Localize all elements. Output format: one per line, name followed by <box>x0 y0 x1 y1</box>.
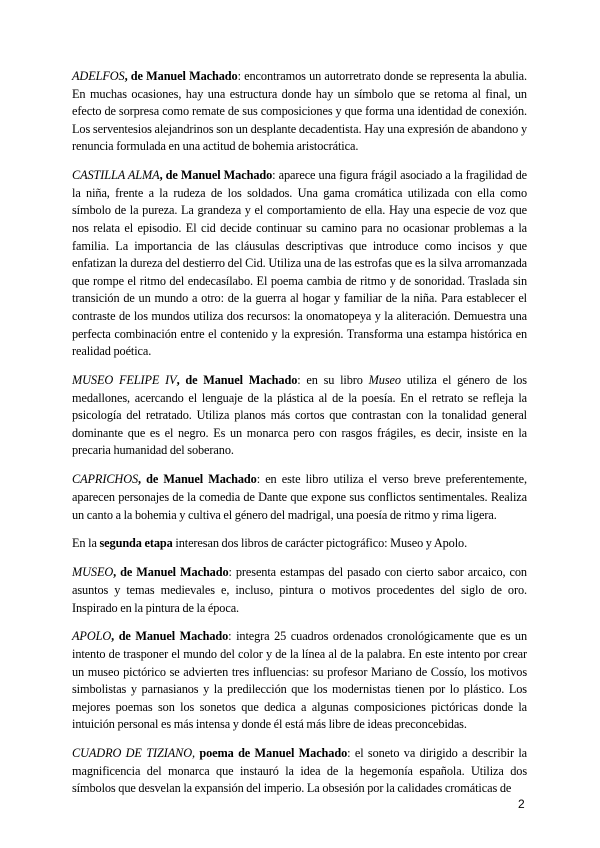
paragraph-caprichos <box>72 471 527 524</box>
author-credit: poema de Manuel Machado <box>194 746 348 761</box>
author-credit: , de Manuel Machado <box>159 168 273 183</box>
work-title: CAPRICHOS <box>72 472 139 487</box>
paragraph-text: : aparece una figura frágil asociado a la fragilidad de la niña, frente a la rudeza de los soldados. Una gama cromática utilizada con ella como símbolo de la pureza. La grandeza y el comportamiento de ella. Hay una especie de voz que nos relata el episodio. El cid decide continuar su camino para no ocasionar problemas a la familia. La importancia de las cláusulas descriptivas que introduce como incisos y que enfatizan la dureza del destierro del Cid. Utiliza una de las estrofas que es la silva arromanzada que rompe el ritmo del endecasílabo. El poema cambia de ritmo y de sonoridad. Traslada sin transición de un mundo a otro: de la guerra al hogar y familiar de la niña. Para establecer el contraste de los mundos utiliza dos recursos: la onomatopeya y la aliteración. Demuestra una perfecta combinación entre el contenido y la expresión. Transforma una estampa histórica en realidad poética. <box>72 168 527 359</box>
author-credit: , de Manuel Machado <box>111 629 229 644</box>
paragraph-museo-felipe-iv <box>72 372 527 460</box>
paragraph-adelfos <box>72 68 527 156</box>
paragraph-text: utiliza el género de los medallones, acercando el lenguaje de la plástica al de la poesía. En el retrato se refleja la psicología del retratado. Utiliza planos más cortos que contrastan con la tonalidad general dominante que es el negro. Es un monarca pero con rasgos frágiles, es decir, insiste en la precaria humanidad del soberano. <box>72 373 527 458</box>
work-title: APOLO <box>72 629 112 644</box>
document-page <box>72 68 527 809</box>
book-title-italic: Museo <box>368 373 401 388</box>
work-title: ADELFOS <box>72 69 125 83</box>
paragraph-cuadro-de-tiziano <box>72 745 527 798</box>
paragraph-museo <box>72 564 527 617</box>
paragraph-segunda-etapa <box>72 535 527 553</box>
paragraph-apolo <box>72 628 527 734</box>
paragraph-text: : el soneto va dirigido a describir la magnificencia del monarca que instauró la idea de la hegemonía española. Utiliza dos símbolos que desvelan la expansión del imperio. La obsesión por la calidades cromáticas de <box>72 746 528 796</box>
stage-label-bold: segunda etapa <box>99 536 173 551</box>
author-credit: , de Manuel Machado <box>176 373 298 388</box>
paragraph-castilla-alma <box>72 167 527 361</box>
author-credit: , de Manuel Machado <box>113 565 229 580</box>
paragraph-text: interesan dos libros de carácter pictográfico: Museo y Apolo. <box>172 536 468 551</box>
paragraph-text: : encontramos un autorretrato donde se representa la abulia. En muchas ocasiones, hay una estructura donde hay un símbolo que se retoma al final, un efecto de sorpresa como remate de sus composiciones y que forma una identidad de conexión. Los serventesios alejandrinos son un desplante decadentista. Hay una expresión de abandono y renuncia formulada en una actitud de bohemia aristocrática. <box>72 69 527 154</box>
work-title: MUSEO <box>72 565 114 580</box>
author-credit: , de Manuel Machado <box>138 472 257 487</box>
paragraph-text: : en este libro utiliza el verso breve preferentemente, aparecen personajes de la comedia de Dante que expone sus conflictos sentimentales. Realiza un canto a la bohemia y cultiva el género del madrigal, una poesía de ritmo y rima ligera. <box>72 472 527 522</box>
author-credit: , de Manuel Machado <box>124 69 238 83</box>
work-title: CUADRO DE TIZIANO, <box>72 746 195 761</box>
work-title: CASTILLA ALMA <box>72 168 160 183</box>
paragraph-text-intro: En la <box>72 536 100 551</box>
paragraph-text: : presenta estampas del pasado con cierto sabor arcaico, con asuntos y temas medievales e, incluso, pintura o motivos procedentes del siglo de oro. Inspirado en la pintura de la época. <box>72 565 527 615</box>
paragraph-text: : integra 25 cuadros ordenados cronológicamente que es un intento de trasponer el mundo del color y de la línea al de la palabra. En este intento por crear un museo pictórico se advierten tres influencias: su profesor Mariano de Cossío, los motivos simbolistas y parnasianos y la predilección que los modernistas tienen por lo plástico. Los mejores poemas son los sonetos que dedica a algunas composiciones pictóricas donde la intuición personal es más intensa y donde él está más libre de ideas preconcebidas. <box>72 629 528 732</box>
page-number: 2 <box>518 797 525 811</box>
paragraph-text-intro: : en su libro <box>297 373 369 388</box>
work-title: MUSEO FELIPE IV <box>72 373 177 388</box>
